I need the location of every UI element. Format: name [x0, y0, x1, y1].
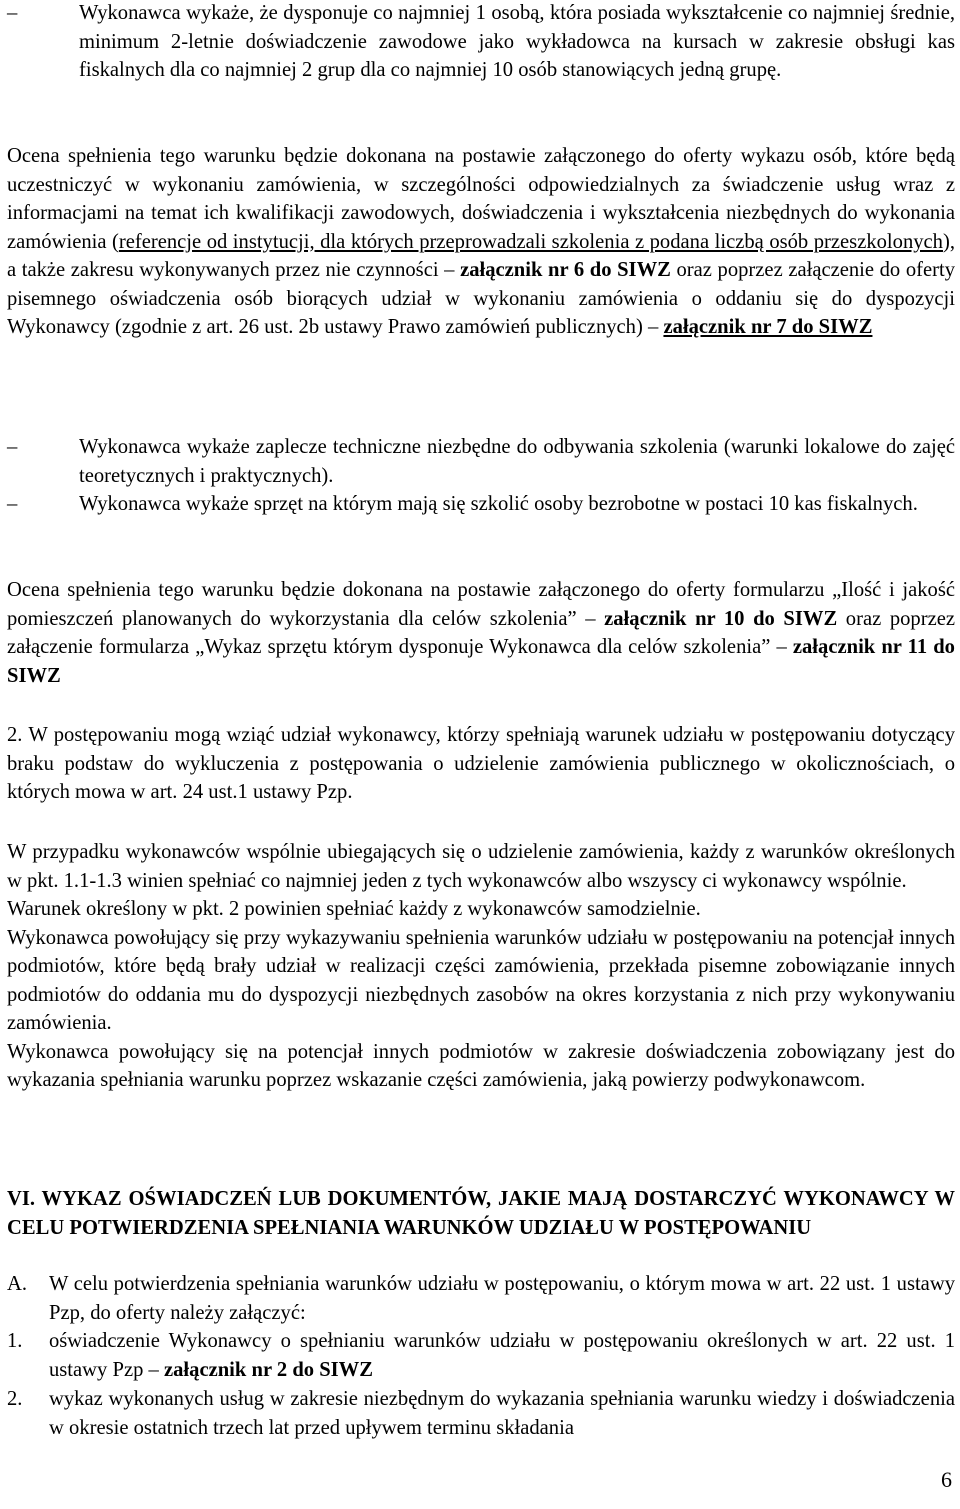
page-number: 6 [941, 1467, 952, 1492]
dash-marker: – [7, 436, 18, 458]
list-item-a [7, 1270, 955, 1327]
list-item-1 [7, 1327, 955, 1384]
bold-run: załącznik nr 6 do SIWZ [460, 259, 671, 281]
bullet-text: Wykonawca wykaże zaplecze techniczne niezbędne do odbywania szkolenia (warunki lokalowe do zajęć teoretycznych i praktycznych). [79, 436, 955, 487]
heading-text: VI. WYKAZ OŚWIADCZEŃ LUB DOKUMENTÓW, JAKIE MAJĄ DOSTARCZYĆ WYKONAWCY W CELU POTWIERDZENIA SPEŁNIANIA WARUNKÓW UDZIAŁU W POSTĘPOWANIU [7, 1188, 955, 1239]
list-item-text: W celu potwierdzenia spełniania warunków udziału w postępowaniu, o którym mowa w art. 22 ust. 1 ustawy Pzp, do oferty należy załączyć: [49, 1273, 955, 1324]
list-marker: 1. [7, 1330, 23, 1352]
underlined-run: referencje od instytucji, dla których przeprowadzali szkolenia z podana liczbą osób przeszkolonych [118, 230, 943, 253]
paragraph-joint-bidders [7, 838, 955, 1095]
text-run: Ocena spełnienia tego warunku będzie dokonana na postawie załączonego do oferty wykazu osób, które będą uczestniczyć w wykonaniu zamówienia, w szczególności odpowiedzialnych za świadczenie usług wraz z informacjami na temat ich kwalifikacji zawodowych, doświadczenia i wykształcenia niezbędnych do wykonania zamówienia ( [7, 145, 955, 253]
text-run: Ocena spełnienia tego warunku będzie dokonana na postawie załączonego do oferty formularzu „Ilość i jakość pomieszczeń planowanych do wykorzystania dla celów szkolenia” – [7, 579, 955, 630]
paragraph-text: W przypadku wykonawców wspólnie ubiegających się o udzielenie zamówienia, każdy z warunków określonych w pkt. 1.1-1.3 winien spełniać co najmniej jeden z tych wykonawców albo wszyscy ci wykonawcy wspólnie. [7, 841, 955, 892]
bullet-text: Wykonawca wykaże sprzęt na którym mają się szkolić osoby bezrobotne w postaci 10 kas fiskalnych. [79, 493, 918, 515]
bold-run: załącznik nr 2 do SIWZ [163, 1358, 374, 1381]
paragraph-text: 2. W postępowaniu mogą wziąć udział wykonawcy, którzy spełniają warunek udziału w postępowaniu dotyczący braku podstaw do wykluczenia z postępowania o udzielenie zamówienia publicznego w okolicznościach, o których mowa w art. 24 ust.1 ustawy Pzp. [7, 724, 955, 803]
paragraph-text: Warunek określony w pkt. 2 powinien spełniać każdy z wykonawców samodzielnie. [7, 898, 701, 920]
bullet-technical-facilities [7, 433, 955, 490]
bullet-lecturer-requirement [7, 0, 955, 85]
bold-run: załącznik nr 11 do SIWZ [7, 636, 955, 687]
section-heading [7, 1185, 955, 1242]
list-marker: A. [7, 1273, 28, 1295]
text-run: ), a także zakresu wykonywanych przez nie czynności – [7, 230, 955, 281]
dash-marker: – [7, 493, 18, 515]
text-run: oraz poprzez załączenie do oferty pisemnego oświadczenia osób biorących udział w wykonaniu zamówienia o oddaniu się do dyspozycji Wykonawcy (zgodnie z art. 26 ust. 2b ustawy Prawo zamówień publicznych) – [7, 259, 956, 338]
list-item-2 [7, 1385, 955, 1442]
paragraph-assessment-personnel [7, 142, 955, 342]
list-item-text [49, 1327, 955, 1384]
bold-run: załącznik nr 7 do SIWZ [663, 316, 873, 338]
paragraph-exclusion-conditions [7, 721, 955, 807]
text-run: oświadczenie Wykonawcy o spełnianiu warunków udziału w postępowaniu określonych w art. 22 ust. 1 ustawy Pzp – [49, 1330, 955, 1381]
paragraph-assessment-premises [7, 576, 955, 690]
text-run: oraz poprzez załączenie formularza „Wykaz sprzętu którym dysponuje Wykonawca dla celów szkolenia” – [7, 607, 955, 658]
bold-run: załącznik nr 10 do SIWZ [604, 607, 838, 630]
dash-marker: – [7, 2, 18, 24]
paragraph-text: Wykonawca powołujący się na potencjał innych podmiotów w zakresie doświadczenia zobowiązany jest do wykazania spełniania warunku poprzez wskazanie części zamówienia, jaką powierzy podwykonawcom. [7, 1040, 955, 1091]
paragraph-text: Wykonawca powołujący się przy wykazywaniu spełnienia warunków udziału w postępowaniu na potencjał innych podmiotów, które będą brały udział w realizacji części zamówienia, przekłada pisemne zobowiązanie innych podmiotów do oddania mu do dyspozycji niezbędnych zasobów na okres korzystania z nich przy wykonywaniu zamówienia. [7, 926, 955, 1034]
list-marker: 2. [7, 1388, 23, 1410]
list-item-text: wykaz wykonanych usług w zakresie niezbędnym do wykazania spełniania warunku wiedzy i doświadczenia w okresie ostatnich trzech lat przed upływem terminu składania [49, 1388, 955, 1439]
bullet-equipment [7, 490, 955, 519]
bullet-text: Wykonawca wykaże, że dysponuje co najmniej 1 osobą, która posiada wykształcenie co najmniej średnie, minimum 2-letnie doświadczenie zawodowe jako wykładowca na kursach w zakresie obsługi kas fiskalnych dla co najmniej 2 grup dla co najmniej 10 osób stanowiących jedną grupę. [79, 2, 955, 81]
